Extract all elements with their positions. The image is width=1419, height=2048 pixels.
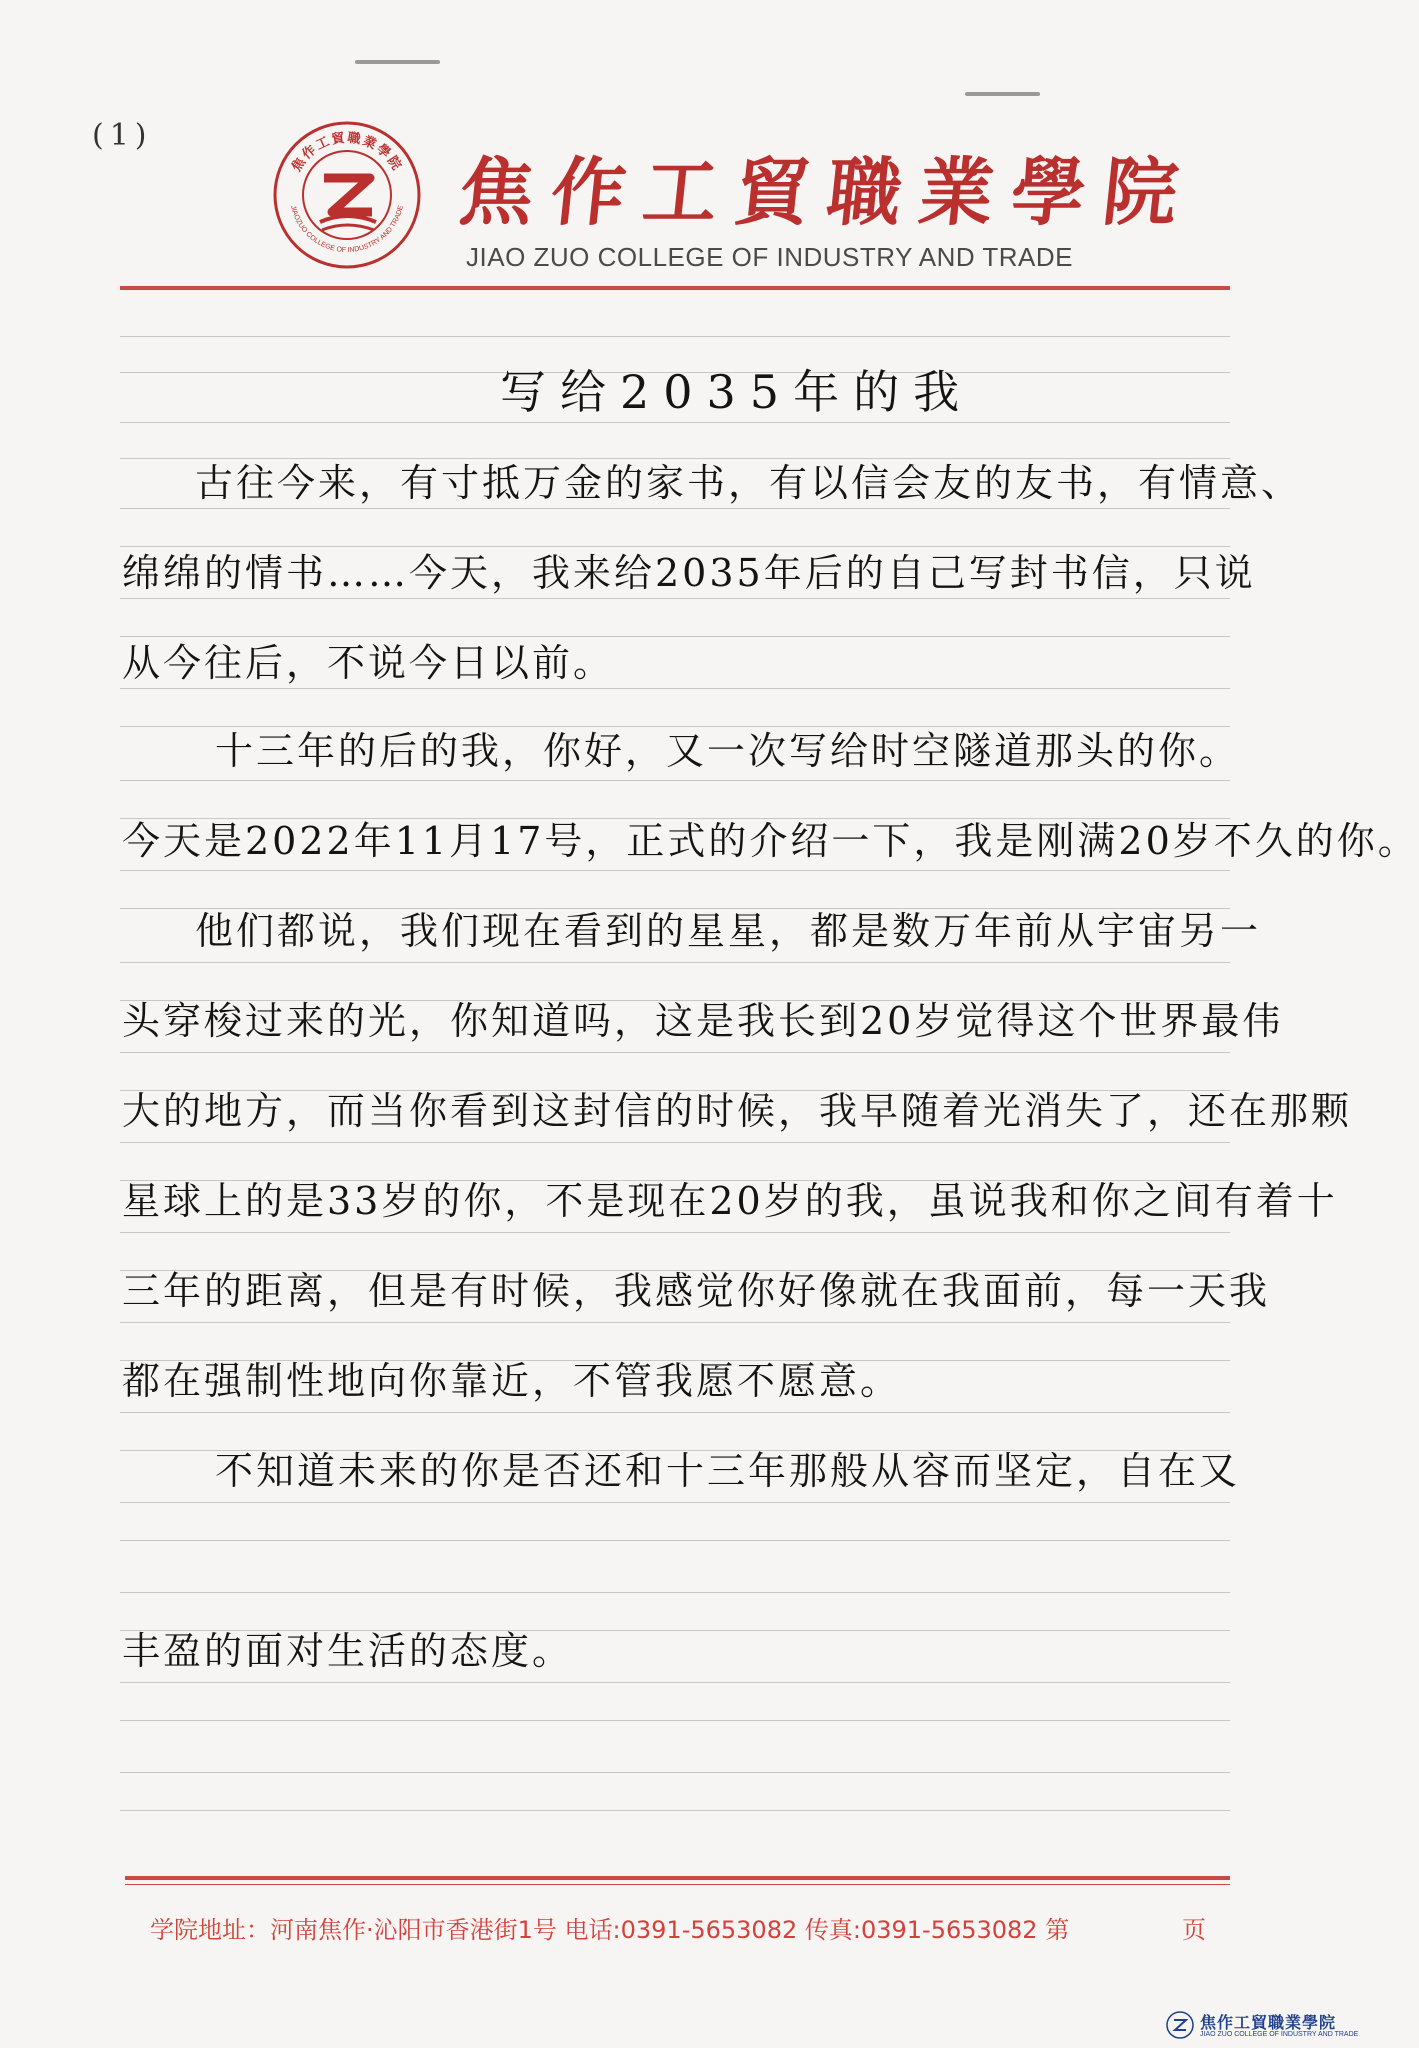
letter-line: 今天是2022年11月17号，正式的介绍一下，我是刚满20岁不久的你。	[122, 819, 1419, 863]
letter-line: 都在强制性地向你靠近，不管我愿不愿意。	[122, 1359, 902, 1403]
header-rule	[120, 286, 1230, 290]
page-label: 页	[1182, 1916, 1206, 1944]
page-marker: (1)	[92, 118, 153, 153]
letter-line: 大的地方，而当你看到这封信的时候，我早随着光消失了，还在那颗	[122, 1089, 1353, 1133]
college-address-contact: 学院地址：河南焦作·沁阳市香港街1号 电话:0391-5653082 传真:0391-5653082 第	[150, 1916, 1070, 1944]
footer-college-name-en: JIAO ZUO COLLEGE OF INDUSTRY AND TRADE	[1200, 2031, 1359, 2038]
letter-line: 他们都说，我们现在看到的星星，都是数万年前从宇宙另一	[195, 909, 1262, 953]
footer-college-name-cn: 焦作工貿職業學院	[1200, 2013, 1337, 2032]
letter-line: 不知道未来的你是否还和十三年那般从容而坚定，自在又	[215, 1449, 1241, 1493]
letter-line: 十三年的后的我，你好，又一次写给时空隧道那头的你。	[215, 729, 1241, 773]
footer-rule-top	[125, 1876, 1230, 1880]
footer-rule-bottom	[125, 1884, 1230, 1885]
svg-text:焦作工貿職業學院: 焦作工貿職業學院	[289, 130, 405, 175]
scan-mark-right	[965, 92, 1040, 96]
college-seal-logo	[272, 120, 422, 270]
college-logo-icon	[1165, 2010, 1195, 2040]
svg-text:JIAOZUO COLLEGE OF INDUSTRY AN: JIAOZUO COLLEGE OF INDUSTRY AND TRADE	[289, 204, 405, 255]
letter-line: 三年的距离，但是有时候，我感觉你好像就在我面前，每一天我	[122, 1269, 1271, 1313]
letter-line: 从今往后，不说今日以前。	[122, 641, 615, 685]
letter-line: 星球上的是33岁的你，不是现在20岁的我，虽说我和你之间有着十	[122, 1179, 1338, 1223]
letter-line: 古往今来，有寸抵万金的家书，有以信会友的友书，有情意、	[195, 461, 1303, 505]
letter-line: 绵绵的情书……今天，我来给2035年后的自己写封书信，只说	[122, 551, 1256, 595]
letter-line: 丰盈的面对生活的态度。	[122, 1629, 574, 1673]
scan-mark-left	[355, 60, 440, 64]
college-name-cn: 焦作工貿職業學院	[454, 150, 1200, 236]
college-name-en: JIAO ZUO COLLEGE OF INDUSTRY AND TRADE	[466, 242, 1074, 272]
letter-line: 头穿梭过来的光，你知道吗，这是我长到20岁觉得这个世界最伟	[122, 999, 1284, 1043]
letter-title: 写给2035年的我	[500, 365, 974, 419]
